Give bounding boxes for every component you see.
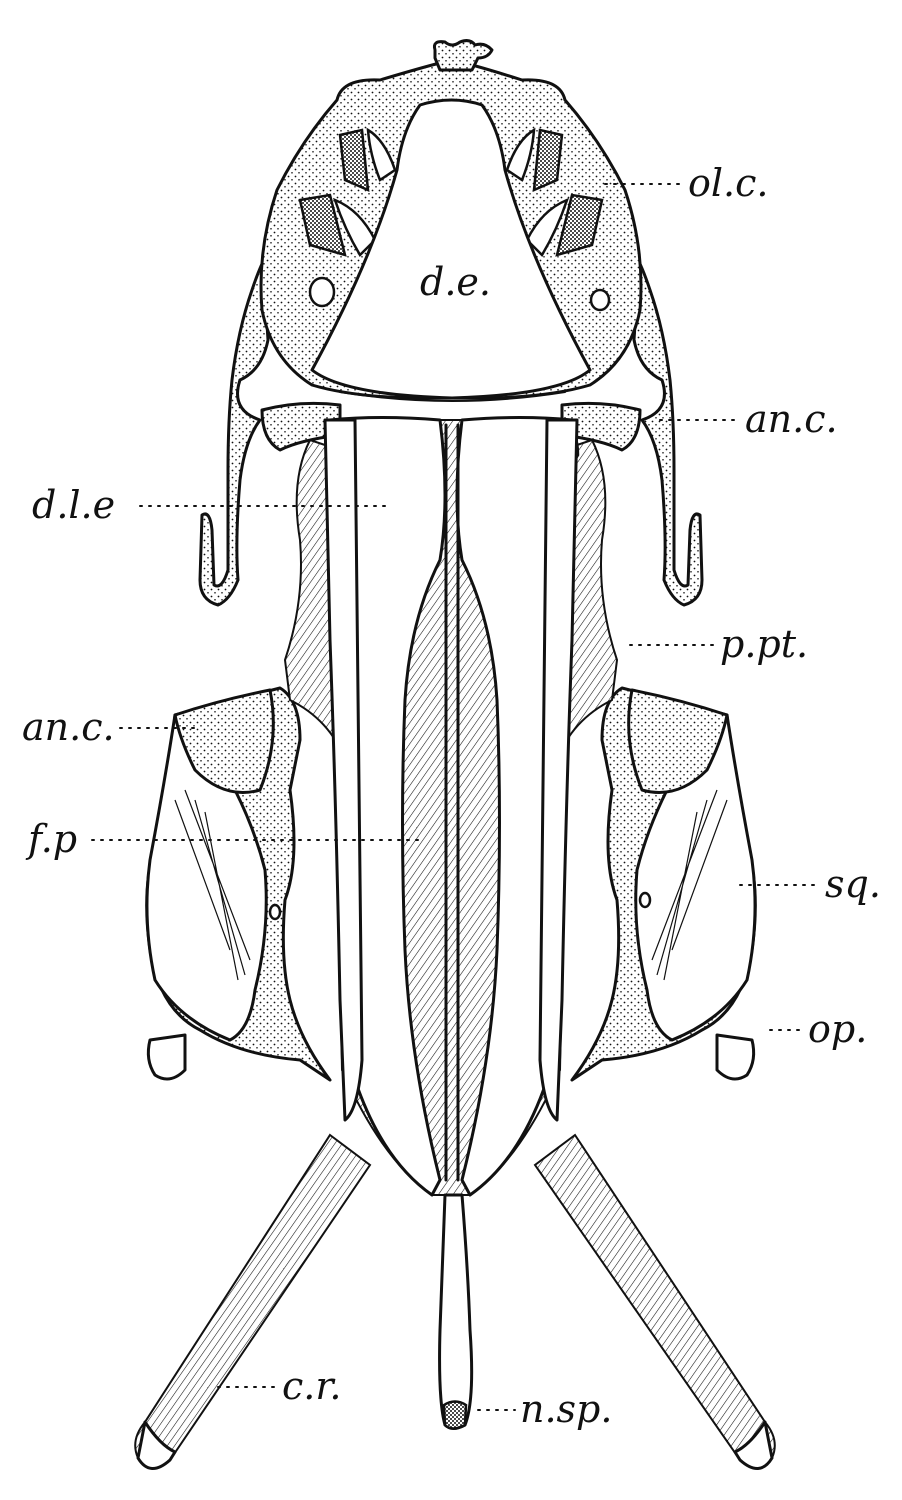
label-op: op.: [808, 1007, 868, 1051]
label-n-sp: n.sp.: [520, 1387, 613, 1431]
label-an-c-lower: an.c.: [22, 705, 115, 749]
label-d-e: d.e.: [420, 260, 491, 304]
nasal-spine: [440, 1195, 472, 1429]
label-f-p: f.p: [28, 817, 78, 861]
label-an-c-upper: an.c.: [745, 397, 838, 441]
label-p-pt: p.pt.: [720, 622, 809, 666]
label-c-r: c.r.: [282, 1364, 342, 1408]
label-sq: sq.: [825, 862, 881, 906]
label-ol-c: ol.c.: [688, 161, 769, 205]
label-d-l-e: d.l.e: [32, 483, 116, 527]
